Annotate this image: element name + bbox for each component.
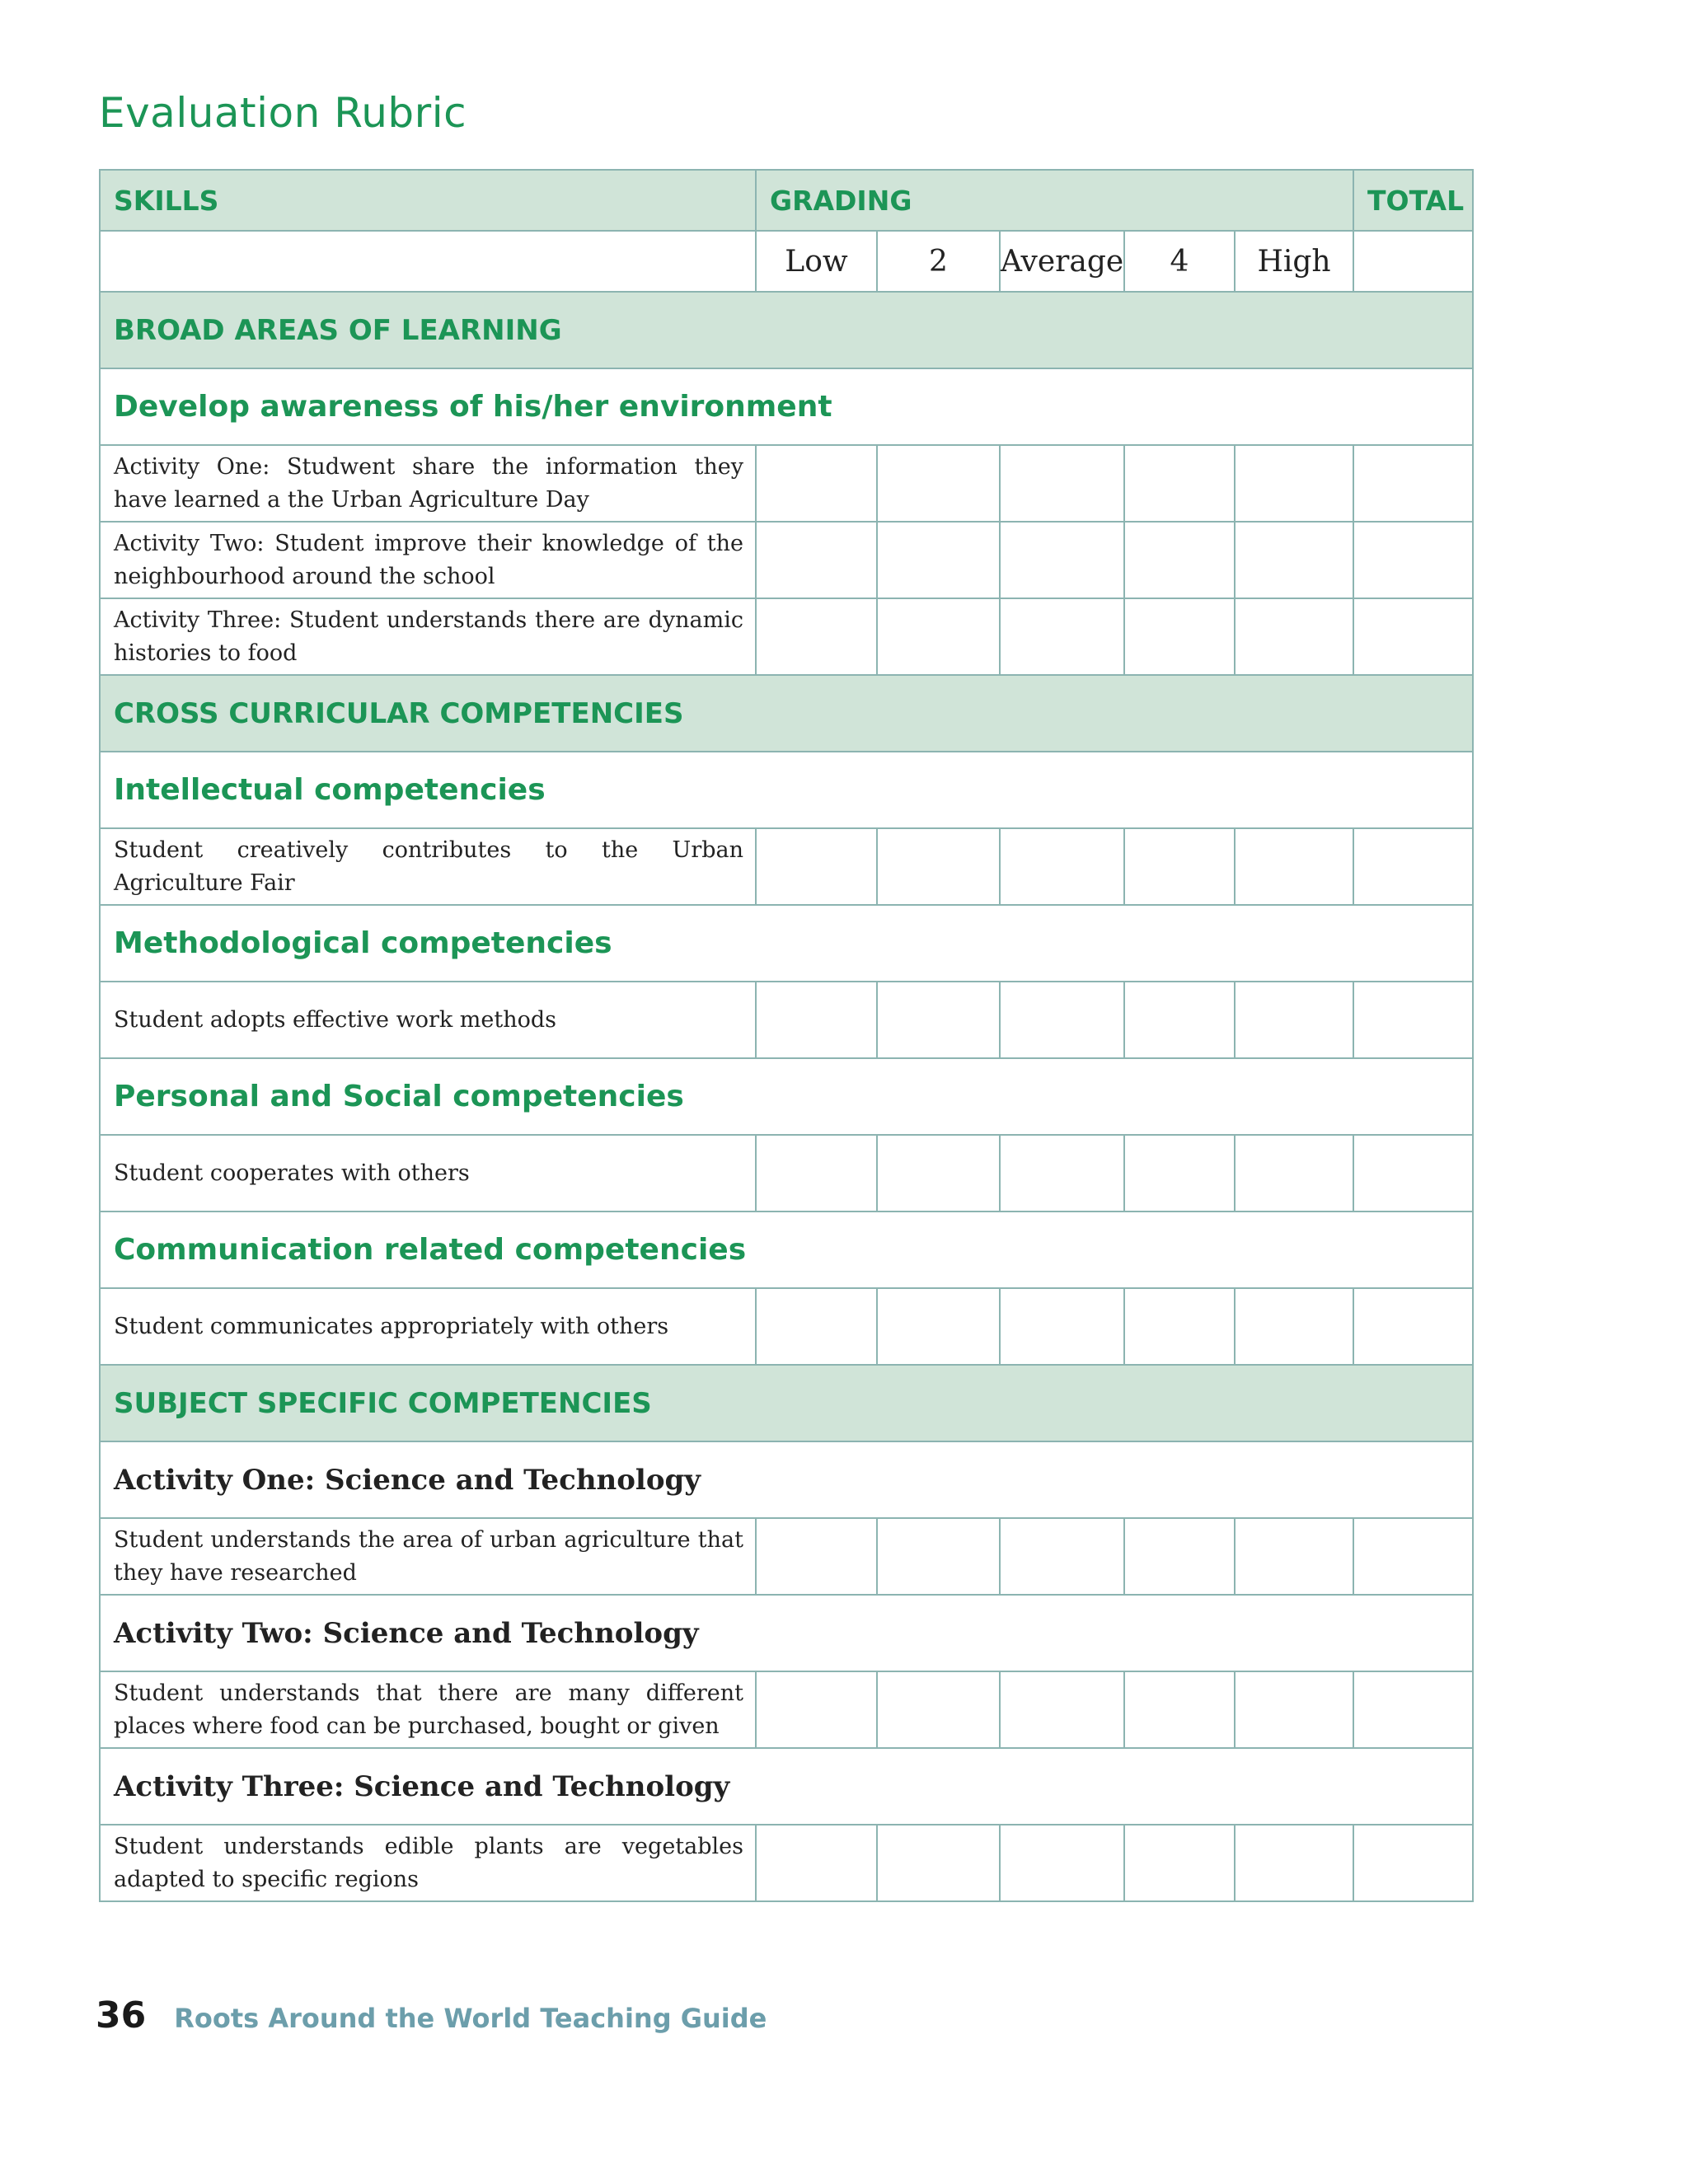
section-row [100, 675, 1473, 752]
grade-cell[interactable] [1124, 1671, 1235, 1748]
skill-description: Student adopts effective work methods [100, 982, 756, 1058]
grade-cell[interactable] [1235, 445, 1353, 522]
grade-cell[interactable] [1235, 1518, 1353, 1595]
grade-cell[interactable] [1000, 522, 1124, 598]
skill-description: Student communicates appropriately with others [100, 1288, 756, 1365]
rubric-item-row [100, 522, 1473, 598]
grade-cell[interactable] [1000, 1825, 1124, 1901]
grade-cell[interactable] [1235, 598, 1353, 675]
grade-high: High [1235, 231, 1353, 292]
total-cell[interactable] [1353, 1135, 1473, 1212]
grade-cell[interactable] [1000, 1518, 1124, 1595]
grade-cell[interactable] [1124, 1288, 1235, 1365]
skill-description: Student cooperates with others [100, 1135, 756, 1212]
rubric-item-row [100, 598, 1473, 675]
total-cell[interactable] [1353, 1288, 1473, 1365]
section-subject-specific: SUBJECT SPECIFIC COMPETENCIES [100, 1365, 1473, 1441]
total-header: TOTAL [1353, 170, 1473, 231]
grade-cell[interactable] [756, 1671, 877, 1748]
section-broad-areas: BROAD AREAS OF LEARNING [100, 292, 1473, 368]
grade-cell[interactable] [1124, 522, 1235, 598]
subsection-activity-three: Activity Three: Science and Technology [100, 1748, 1473, 1825]
rubric-item-row [100, 982, 1473, 1058]
total-cell[interactable] [1353, 1671, 1473, 1748]
grade-cell[interactable] [1235, 828, 1353, 905]
total-cell[interactable] [1353, 445, 1473, 522]
rubric-item-row [100, 1135, 1473, 1212]
grade-average: Average [1000, 231, 1124, 292]
skill-description: Student understands the area of urban agriculture that they have researched [100, 1518, 756, 1595]
total-cell[interactable] [1353, 598, 1473, 675]
skill-description: Student understands edible plants are vegetables adapted to specific regions [100, 1825, 756, 1901]
grade-cell[interactable] [756, 445, 877, 522]
rubric-item-row [100, 1518, 1473, 1595]
page-footer [96, 1994, 767, 2036]
grade-cell[interactable] [877, 522, 1000, 598]
total-cell[interactable] [1353, 982, 1473, 1058]
grade-cell[interactable] [1000, 1288, 1124, 1365]
grade-cell[interactable] [1235, 1671, 1353, 1748]
subsection-communication: Communication related competencies [100, 1212, 1473, 1288]
grade-cell[interactable] [1235, 1825, 1353, 1901]
header-row [100, 170, 1473, 231]
page-title: Evaluation Rubric [99, 89, 467, 137]
total-cell[interactable] [1353, 828, 1473, 905]
grade-cell[interactable] [756, 522, 877, 598]
grading-header: GRADING [756, 170, 1353, 231]
grade-cell[interactable] [877, 1518, 1000, 1595]
total-cell[interactable] [1353, 1518, 1473, 1595]
grade-cell[interactable] [1000, 1671, 1124, 1748]
subsection-personal-social: Personal and Social competencies [100, 1058, 1473, 1135]
skill-description: Activity One: Studwent share the information they have learned a the Urban Agriculture Day [100, 445, 756, 522]
grade-cell[interactable] [877, 1135, 1000, 1212]
grade-cell[interactable] [1124, 445, 1235, 522]
grade-cell[interactable] [756, 828, 877, 905]
section-cross-curricular: CROSS CURRICULAR COMPETENCIES [100, 675, 1473, 752]
subsection-row [100, 368, 1473, 445]
grade-cell[interactable] [756, 1135, 877, 1212]
footer-title: Roots Around the World Teaching Guide [174, 2003, 767, 2034]
grade-cell[interactable] [756, 598, 877, 675]
grade-cell[interactable] [1235, 982, 1353, 1058]
total-cell[interactable] [1353, 1825, 1473, 1901]
page-number: 36 [96, 1994, 147, 2036]
grade-cell[interactable] [1124, 982, 1235, 1058]
grade-cell[interactable] [1000, 598, 1124, 675]
rubric-item-row [100, 1825, 1473, 1901]
skill-description: Student understands that there are many different places where food can be purchased, bought or given [100, 1671, 756, 1748]
grade-cell[interactable] [1235, 1288, 1353, 1365]
subsection-methodological: Methodological competencies [100, 905, 1473, 982]
subsection-activity-two: Activity Two: Science and Technology [100, 1595, 1473, 1671]
grade-2: 2 [877, 231, 1000, 292]
section-row [100, 1365, 1473, 1441]
grade-cell[interactable] [877, 982, 1000, 1058]
grade-cell[interactable] [877, 1825, 1000, 1901]
rubric-item-row [100, 1671, 1473, 1748]
grade-cell[interactable] [1000, 982, 1124, 1058]
rubric-item-row [100, 1288, 1473, 1365]
grade-cell[interactable] [877, 598, 1000, 675]
evaluation-rubric-table [99, 169, 1474, 1902]
grade-cell[interactable] [1000, 828, 1124, 905]
grade-labels-row [100, 231, 1473, 292]
grade-cell[interactable] [877, 445, 1000, 522]
grade-cell[interactable] [877, 1288, 1000, 1365]
skills-header: SKILLS [100, 170, 756, 231]
grade-low: Low [756, 231, 877, 292]
grade-cell[interactable] [1235, 1135, 1353, 1212]
skill-description: Activity Three: Student understands there are dynamic histories to food [100, 598, 756, 675]
subsection-row [100, 1441, 1473, 1518]
grade-cell[interactable] [756, 1288, 877, 1365]
grade-cell[interactable] [1235, 522, 1353, 598]
section-row [100, 292, 1473, 368]
grade-cell[interactable] [1000, 1135, 1124, 1212]
rubric-item-row [100, 828, 1473, 905]
subsection-row [100, 1595, 1473, 1671]
grade-cell[interactable] [1124, 1518, 1235, 1595]
subsection-row [100, 752, 1473, 828]
grade-cell[interactable] [877, 828, 1000, 905]
rubric-item-row [100, 445, 1473, 522]
grade-cell[interactable] [1124, 1825, 1235, 1901]
grade-cell[interactable] [756, 1518, 877, 1595]
skill-description: Student creatively contributes to the Urban Agriculture Fair [100, 828, 756, 905]
subsection-row [100, 905, 1473, 982]
subsection-row [100, 1212, 1473, 1288]
grade-cell[interactable] [877, 1671, 1000, 1748]
grade-cell[interactable] [1124, 1135, 1235, 1212]
grade-4: 4 [1124, 231, 1235, 292]
subsection-activity-one: Activity One: Science and Technology [100, 1441, 1473, 1518]
skill-description: Activity Two: Student improve their knowledge of the neighbourhood around the school [100, 522, 756, 598]
subsection-environment: Develop awareness of his/her environment [100, 368, 1473, 445]
grade-cell[interactable] [1124, 598, 1235, 675]
blank-total-cell [1353, 231, 1473, 292]
subsection-row [100, 1058, 1473, 1135]
grade-cell[interactable] [1124, 828, 1235, 905]
total-cell[interactable] [1353, 522, 1473, 598]
blank-cell [100, 231, 756, 292]
grade-cell[interactable] [756, 982, 877, 1058]
subsection-intellectual: Intellectual competencies [100, 752, 1473, 828]
grade-cell[interactable] [756, 1825, 877, 1901]
subsection-row [100, 1748, 1473, 1825]
grade-cell[interactable] [1000, 445, 1124, 522]
